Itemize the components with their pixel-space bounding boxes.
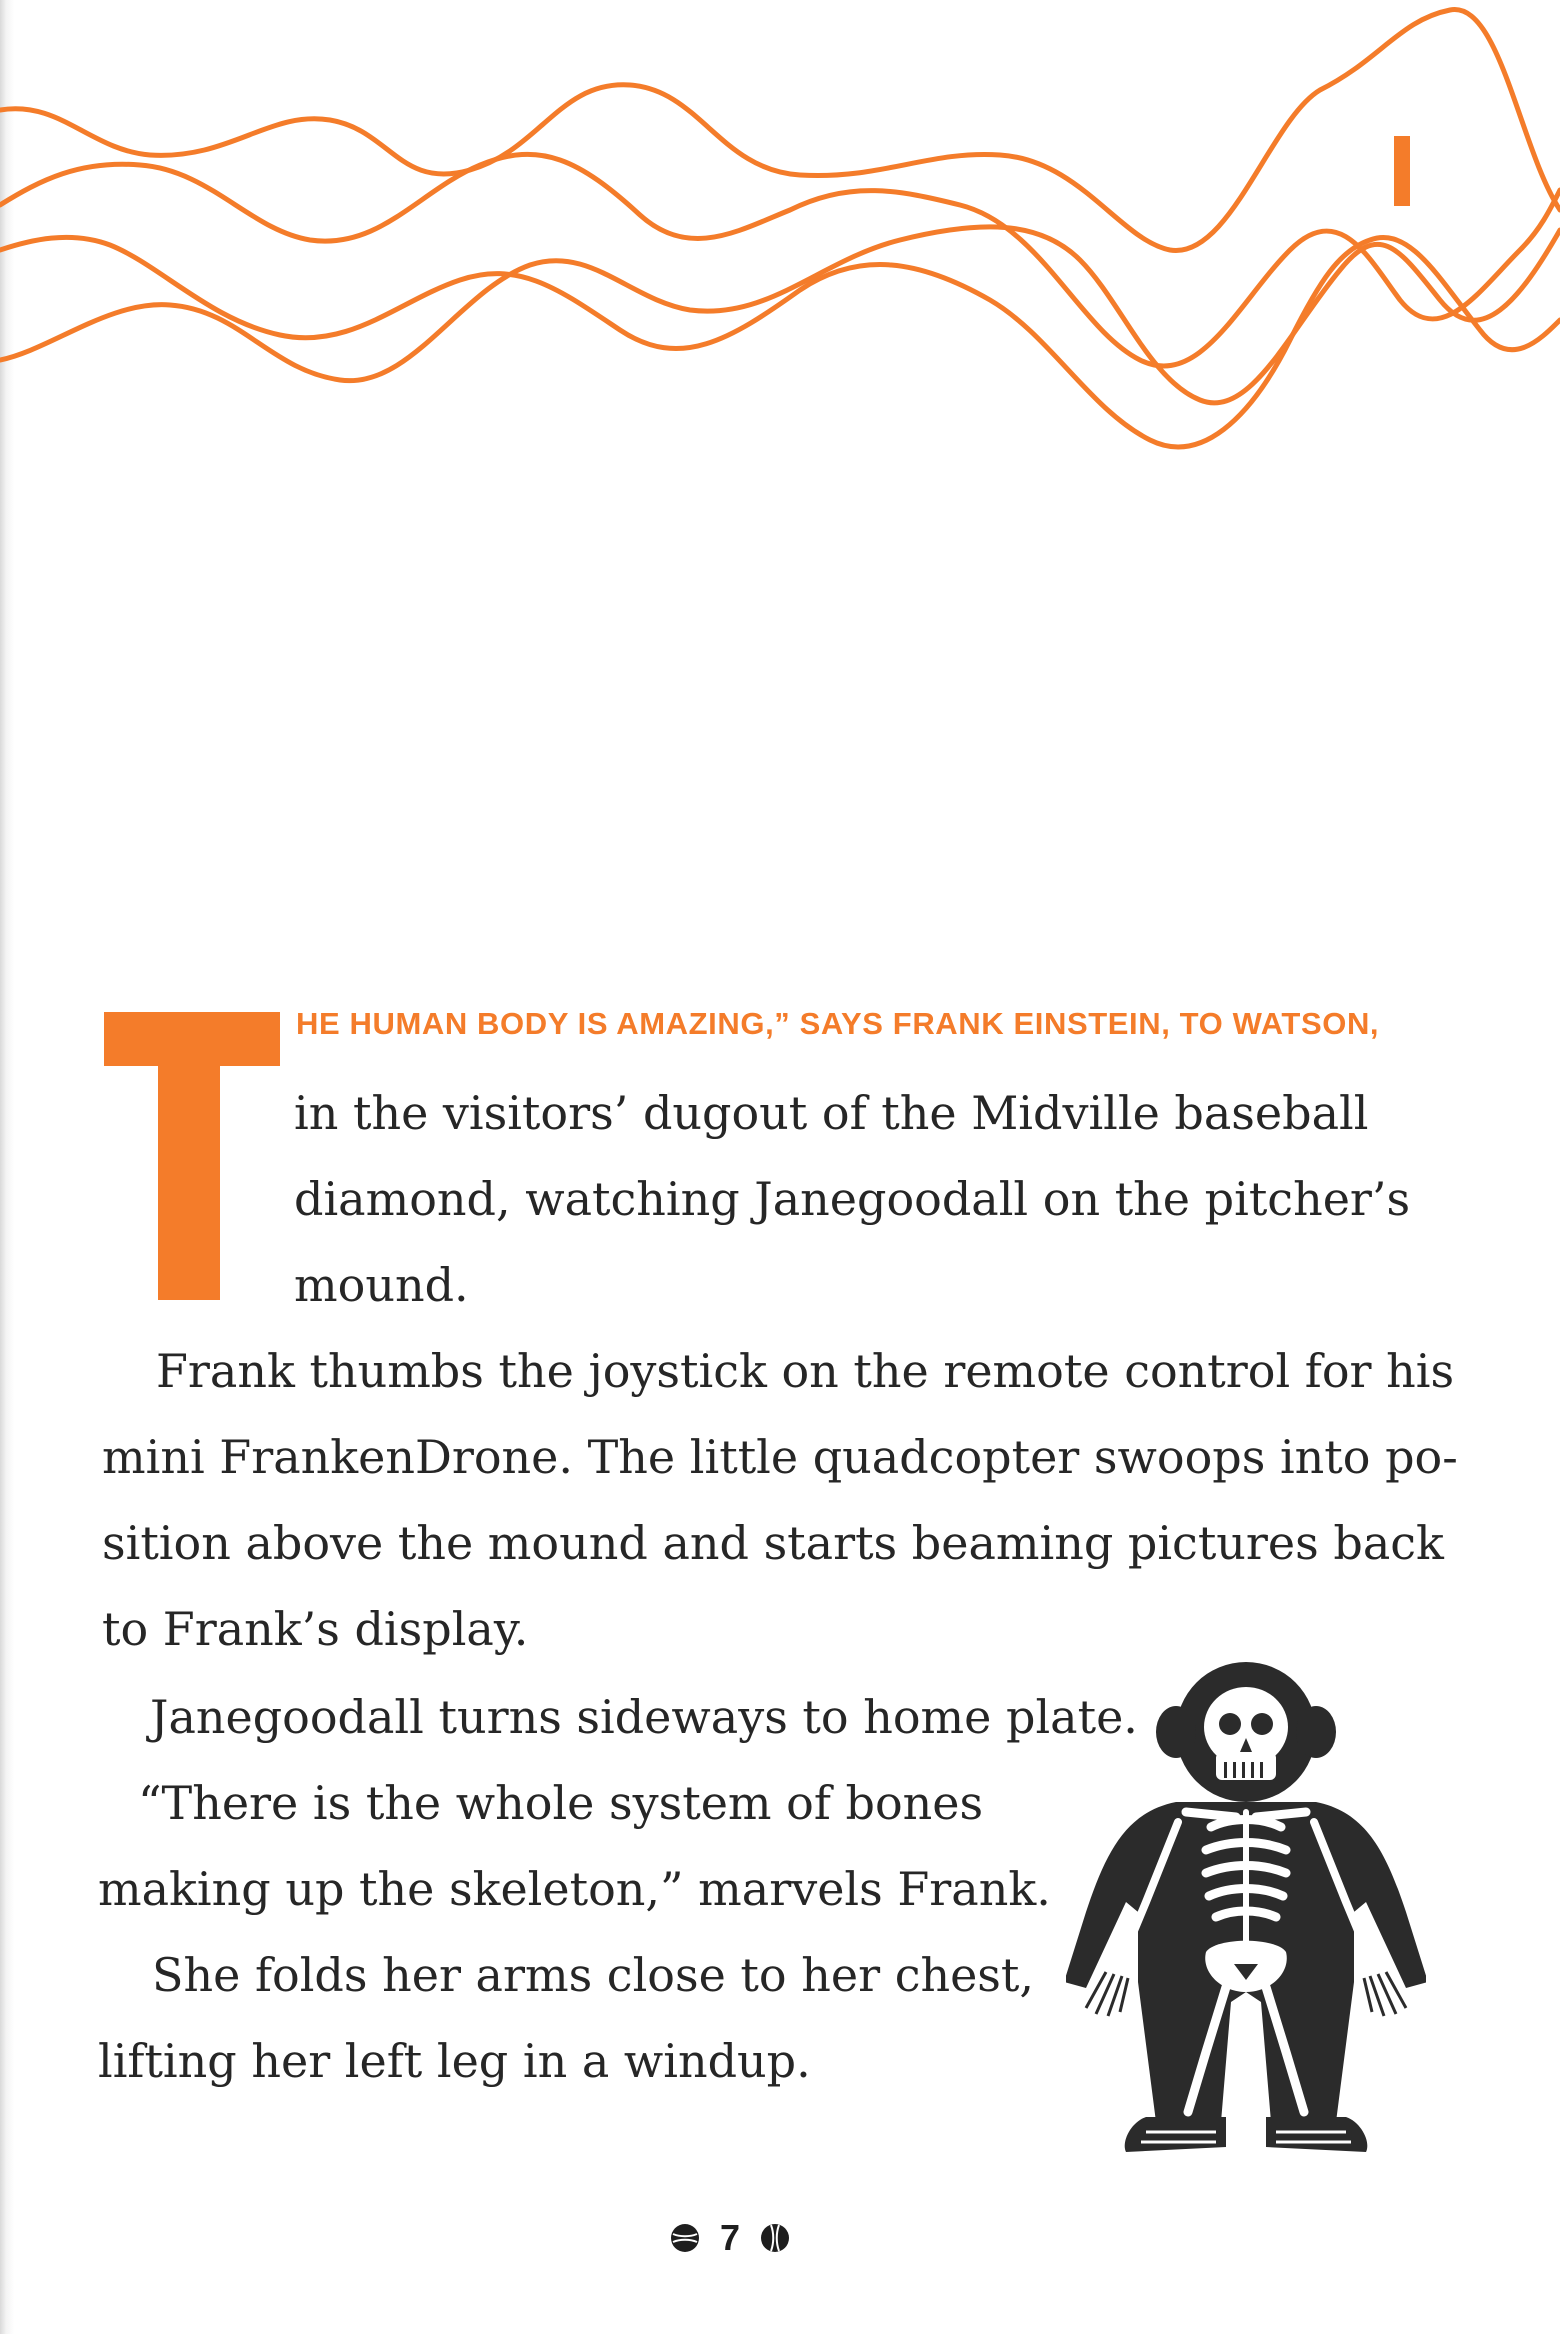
- text-line: sition above the mound and starts beaming pictures back: [102, 1516, 1444, 1570]
- wave-line: [0, 227, 1560, 403]
- page-footer: [650, 2214, 810, 2262]
- lead-in-caps: HE HUMAN BODY IS AMAZING,” SAYS FRANK EINSTEIN, TO WATSON,: [296, 1006, 1380, 1041]
- decorative-waves: [0, 0, 1560, 500]
- text-line: “There is the whole system of bones: [138, 1776, 984, 1830]
- baseball-left-icon: [670, 2223, 700, 2253]
- text-line: Janegoodall turns sideways to home plate.: [150, 1690, 1138, 1744]
- text-line: mound.: [294, 1258, 469, 1312]
- baseball-right-icon: [760, 2223, 790, 2253]
- dropcap-letter: [104, 1012, 280, 1300]
- wave-line: [0, 237, 1560, 447]
- page-number: 7: [719, 2217, 741, 2258]
- text-line: She folds her arms close to her chest,: [152, 1948, 1035, 2002]
- text-line: to Frank’s display.: [102, 1602, 529, 1656]
- text-line: diamond, watching Janegoodall on the pitcher’s: [294, 1172, 1411, 1226]
- text-line: lifting her left leg in a windup.: [98, 2034, 811, 2088]
- text-line: Frank thumbs the joystick on the remote control for his: [156, 1344, 1455, 1398]
- text-line: making up the skeleton,” marvels Frank.: [98, 1862, 1051, 1916]
- skeleton-body-icon: [1066, 1652, 1426, 2172]
- chapter-number-mark: [1394, 136, 1410, 206]
- wave-line: [0, 154, 1560, 366]
- text-line: mini FrankenDrone. The little quadcopter swoops into po-: [102, 1430, 1458, 1484]
- text-line: in the visitors’ dugout of the Midville baseball: [294, 1086, 1369, 1140]
